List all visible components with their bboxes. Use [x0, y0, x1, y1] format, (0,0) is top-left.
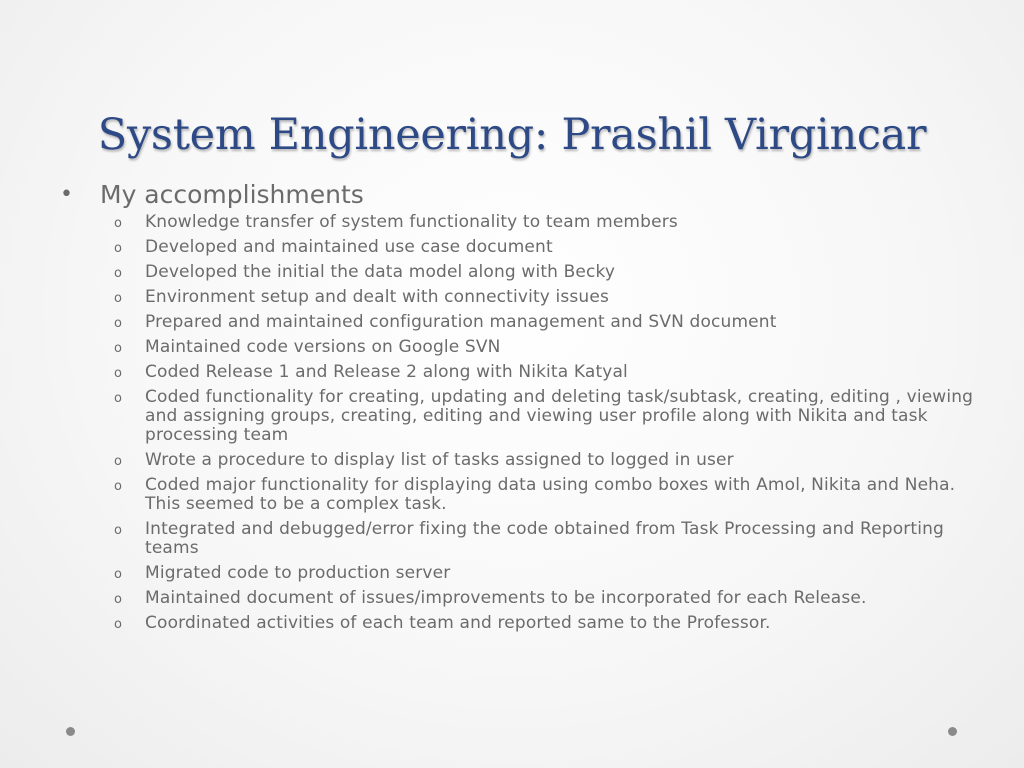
list-marker: o	[114, 391, 123, 406]
list-marker: o	[114, 241, 123, 256]
list-marker: o	[114, 291, 123, 306]
list-marker: o	[114, 523, 123, 538]
list-item	[58, 520, 978, 558]
list-item	[58, 313, 978, 332]
list-marker: o	[114, 454, 123, 469]
list-marker: o	[114, 479, 123, 494]
list-item-text: Coded major functionality for displaying data using combo boxes with Amol, Nikita and Neha. This seemed to be a complex task.	[145, 475, 956, 514]
main-bullet	[58, 179, 978, 213]
slide-content	[58, 179, 978, 639]
list-item-text: Migrated code to production server	[145, 563, 451, 583]
list-item	[58, 388, 978, 445]
list-item-text: Integrated and debugged/error fixing the code obtained from Task Processing and Reporting teams	[145, 519, 944, 558]
list-item-text: Developed and maintained use case document	[145, 237, 553, 257]
list-item-text: Developed the initial the data model along with Becky	[145, 262, 616, 282]
list-item	[58, 338, 978, 357]
list-item	[58, 564, 978, 583]
list-item-text: Coded Release 1 and Release 2 along with Nikita Katyal	[145, 362, 628, 382]
list-item-text: Environment setup and dealt with connectivity issues	[145, 287, 609, 307]
list-item	[58, 288, 978, 307]
list-item-text: Maintained document of issues/improvements to be incorporated for each Release.	[145, 588, 867, 608]
list-item-text: Coded functionality for creating, updating and deleting task/subtask, creating, editing , viewing and assigning groups, creating, editing and viewing user profile along with Nikita and task processing team	[145, 387, 974, 445]
list-item	[58, 363, 978, 382]
list-item-text: Prepared and maintained configuration management and SVN document	[145, 312, 777, 332]
slide-title: System Engineering: Prashil Virgincar	[97, 110, 927, 160]
bullet-dot: •	[60, 182, 73, 207]
list-item-text: Maintained code versions on Google SVN	[145, 337, 501, 357]
list-item-text: Coordinated activities of each team and reported same to the Professor.	[145, 613, 771, 633]
list-item	[58, 213, 978, 232]
decorative-dot-right	[948, 727, 957, 736]
list-marker: o	[114, 366, 123, 381]
list-marker: o	[114, 216, 123, 231]
main-bullet-text: My accomplishments	[100, 180, 364, 209]
list-item-text: Wrote a procedure to display list of tasks assigned to logged in user	[145, 450, 734, 470]
list-marker: o	[114, 266, 123, 281]
list-marker: o	[114, 316, 123, 331]
decorative-dot-left	[66, 727, 75, 736]
list-item	[58, 476, 978, 514]
list-marker: o	[114, 341, 123, 356]
list-marker: o	[114, 567, 123, 582]
list-marker: o	[114, 592, 123, 607]
list-item-text: Knowledge transfer of system functionality to team members	[145, 212, 678, 232]
list-item	[58, 589, 978, 608]
accomplishments-list	[58, 213, 978, 633]
list-item	[58, 451, 978, 470]
list-marker: o	[114, 617, 123, 632]
list-item	[58, 614, 978, 633]
list-item	[58, 238, 978, 257]
list-item	[58, 263, 978, 282]
